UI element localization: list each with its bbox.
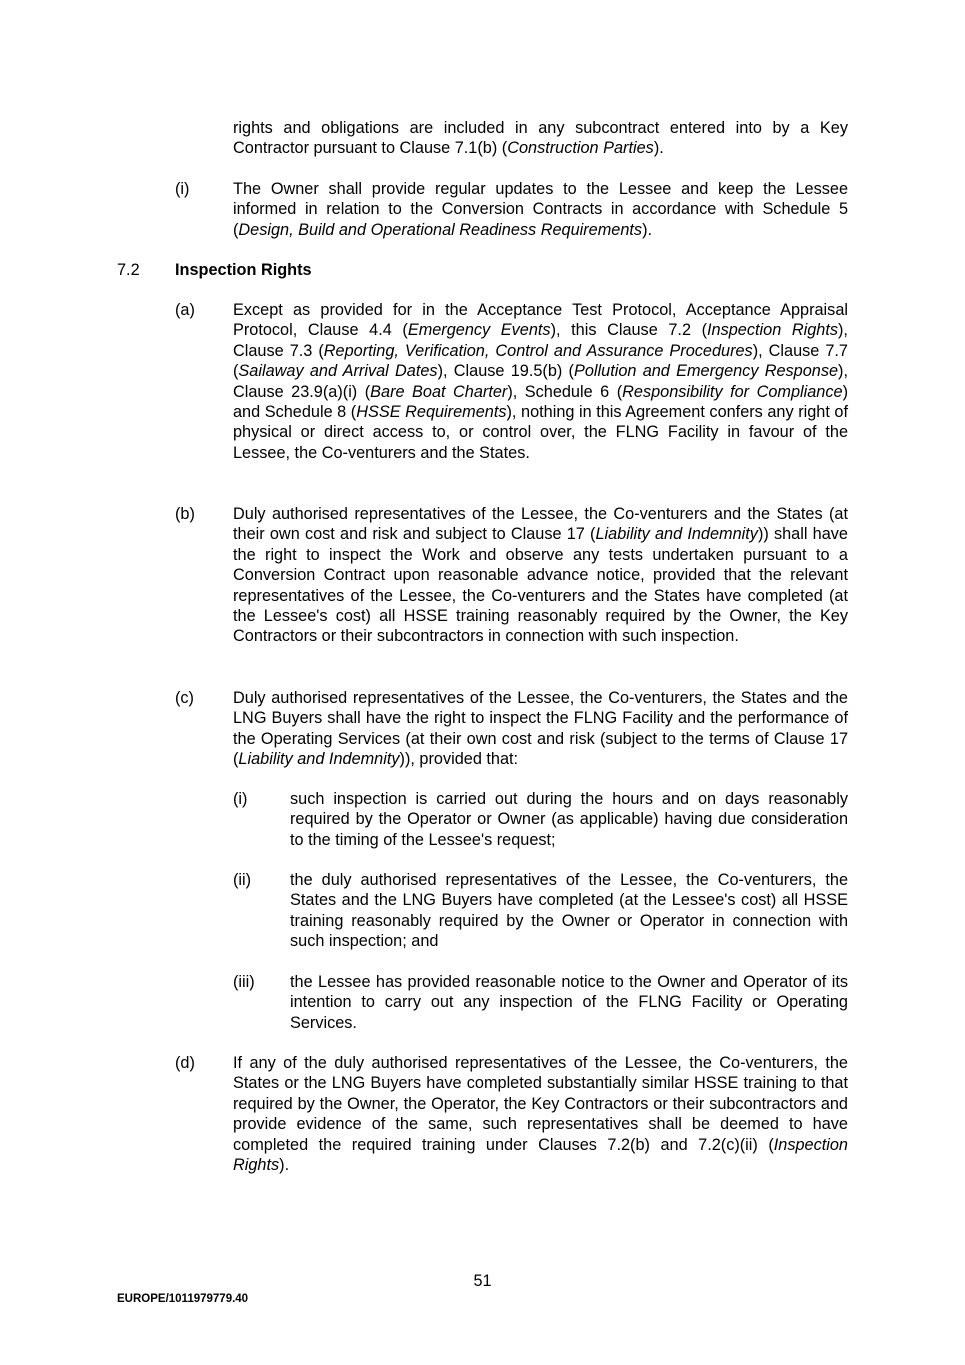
page-number: 51	[473, 1272, 492, 1290]
item-b-paragraph: Duly authorised representatives of the Lessee, the Co-venturers and the States (at their own cost and risk and subject to Clause 17 (Liability and Indemnity)) shall have the right to inspect the Work and observe any tests undertaken pursuant to a Conversion Contract upon reasonable advance notice, provided that the relevant representatives of the Lessee, the Co-venturers and the States have completed (at the Lessee's cost) all HSSE training reasonably required by the Owner, the Key Contractors or their subcontractors in connection with such inspection.	[233, 505, 848, 646]
document-reference: EUROPE/1011979779.40	[117, 1293, 249, 1305]
item-d-paragraph: If any of the duly authorised representatives of the Lessee, the Co-venturers, the States or the LNG Buyers have completed substantially similar HSSE training to that required by the Owner, the Operator, the Key Contractors or their subcontractors and provide evidence of the same, such representatives shall be deemed to have completed the required training under Clauses 7.2(b) and 7.2(c)(ii) (Inspection Rights).	[233, 1054, 848, 1175]
item-d-label: (d)	[175, 1054, 195, 1072]
item-c-paragraph: Duly authorised representatives of the Lessee, the Co-venturers, the States and the LNG Buyers shall have the right to inspect the FLNG Facility and the performance of the Operating Services (at their own cost and risk (subject to the terms of Clause 17 (Liability and Indemnity)), provided that:	[233, 689, 848, 769]
sub-item-i-label: (i)	[233, 790, 248, 808]
item-b-label: (b)	[175, 505, 195, 523]
item-a-paragraph: Except as provided for in the Acceptance Test Protocol, Acceptance Appraisal Protocol, Clause 4.4 (Emergency Events), this Clause 7.2 (Inspection Rights), Clause 7.3 (Reporting, Verification, Control and Assurance Procedures), Clause 7.7 (Sailaway and Arrival Dates), Clause 19.5(b) (Pollution and Emergency Response), Clause 23.9(a)(i) (Bare Boat Charter), Schedule 6 (Responsibility for Compliance) and Schedule 8 (HSSE Requirements), nothing in this Agreement confers any right of physical or direct access to, or control over, the FLNG Facility in favour of the Lessee, the Co-venturers and the States.	[233, 301, 849, 462]
item-a-label: (a)	[175, 301, 195, 319]
sub-item-iii-label: (iii)	[233, 973, 255, 991]
item-c-label: (c)	[175, 689, 194, 707]
section-number: 7.2	[117, 261, 140, 279]
sub-item-ii-label: (ii)	[233, 871, 252, 889]
item-i-paragraph: The Owner shall provide regular updates to the Lessee and keep the Lessee informed in relation to the Conversion Contracts in accordance with Schedule 5 (Design, Build and Operational Readiness Requirements).	[233, 180, 848, 239]
continuation-paragraph: rights and obligations are included in any subcontract entered into by a Key Contractor pursuant to Clause 7.1(b) (Construction Parties).	[233, 119, 848, 158]
sub-item-ii-paragraph: the duly authorised representatives of the Lessee, the Co-venturers, the States and the LNG Buyers have completed (at the Lessee's cost) all HSSE training reasonably required by the Owner or Operator in connection with such inspection; and	[290, 871, 848, 951]
sub-item-i-paragraph: such inspection is carried out during the hours and on days reasonably required by the Operator or Owner (as applicable) having due consideration to the timing of the Lessee's request;	[290, 790, 848, 849]
section-title: Inspection Rights	[175, 261, 312, 279]
item-i-label: (i)	[175, 180, 190, 198]
sub-item-iii-paragraph: the Lessee has provided reasonable notice to the Owner and Operator of its intention to carry out any inspection of the FLNG Facility or Operating Services.	[290, 973, 848, 1032]
